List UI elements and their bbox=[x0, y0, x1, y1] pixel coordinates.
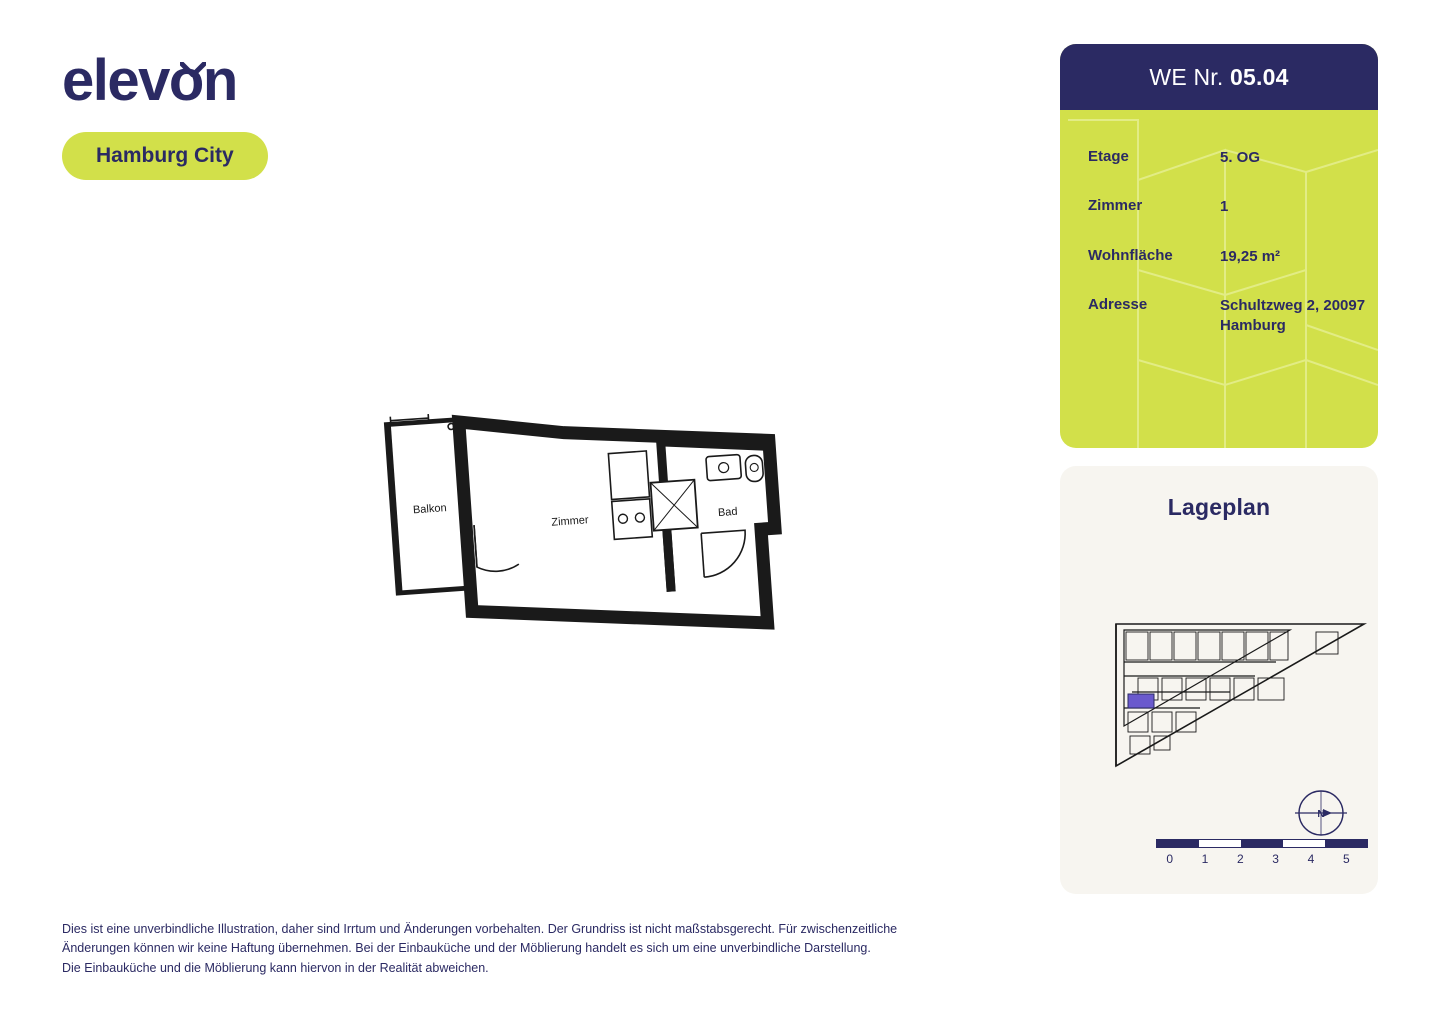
room-label-bad: Bad bbox=[717, 505, 738, 520]
scale-bar-blocks bbox=[1156, 839, 1368, 848]
info-value-wohnflaeche: 19,25 m² bbox=[1220, 247, 1281, 265]
lageplan-title: Lageplan bbox=[1167, 494, 1271, 520]
scale-label-3: 3 bbox=[1272, 852, 1279, 866]
scale-label-5: 5 bbox=[1342, 852, 1350, 866]
unit-info-body bbox=[1060, 110, 1378, 448]
shower-box bbox=[651, 480, 698, 531]
highlighted-unit bbox=[1128, 694, 1154, 708]
disclaimer-line-1: Dies ist eine unverbindliche Illustration, daher sind Irrtum und Änderungen vorbehalten. Der Grundriss ist nicht maßstabsgerecht. Für zwischenzeitliche bbox=[62, 922, 898, 936]
disclaimer-line-3: Die Einbauküche und die Möblierung kann hiervon in der Realität abweichen. bbox=[62, 960, 489, 975]
kitchen-fixtures bbox=[608, 451, 652, 539]
scale-label-0: 0 bbox=[1166, 852, 1173, 866]
scale-label-4: 4 bbox=[1307, 852, 1315, 866]
unit-info-card bbox=[1060, 44, 1378, 448]
scale-label-1: 1 bbox=[1201, 852, 1209, 866]
unit-number-value: 05.04 bbox=[1230, 63, 1289, 90]
compass-icon bbox=[1292, 784, 1350, 842]
disclaimer-text bbox=[62, 920, 942, 978]
brand-block bbox=[62, 48, 268, 180]
brand-wordmark bbox=[62, 48, 237, 113]
info-value-zimmer: 1 bbox=[1220, 198, 1229, 216]
info-row-wohnflaeche bbox=[1060, 247, 1378, 296]
scale-bar bbox=[1156, 839, 1378, 866]
scale-label-2: 2 bbox=[1236, 852, 1244, 866]
info-value-adresse: Schultzweg 2, 20097 Hamburg bbox=[1220, 296, 1366, 334]
info-label-zimmer: Zimmer bbox=[1088, 197, 1143, 215]
info-row-etage bbox=[1060, 148, 1378, 197]
disclaimer-line-2: Änderungen können wir keine Haftung übernehmen. Bei der Einbauküche und der Möblierung handelt es sich um eine unverbindliche Darstellung. bbox=[62, 941, 871, 956]
lageplan-card bbox=[1060, 466, 1378, 894]
info-value-etage: 5. OG bbox=[1220, 149, 1261, 166]
unit-number-title bbox=[1149, 64, 1288, 91]
check-icon bbox=[180, 62, 206, 77]
svg-text:N: N bbox=[1317, 809, 1325, 820]
info-row-zimmer bbox=[1060, 197, 1378, 246]
brand-name-text: elevon bbox=[62, 48, 237, 113]
unit-info-rows bbox=[1060, 110, 1378, 365]
site-plan-map bbox=[1080, 616, 1370, 786]
unit-number-prefix: WE Nr. bbox=[1149, 63, 1231, 90]
location-pill: Hamburg City bbox=[62, 132, 268, 180]
info-row-adresse bbox=[1060, 296, 1378, 366]
info-label-adresse: Adresse bbox=[1088, 295, 1148, 313]
info-label-etage: Etage bbox=[1088, 148, 1129, 165]
floorplan-drawing bbox=[370, 390, 840, 650]
room-label-zimmer: Zimmer bbox=[551, 514, 590, 529]
info-label-wohnflaeche: Wohnfläche bbox=[1088, 246, 1173, 264]
scale-bar-labels bbox=[1152, 852, 1364, 866]
unit-info-header bbox=[1060, 44, 1378, 110]
room-label-balkon: Balkon bbox=[412, 502, 448, 517]
